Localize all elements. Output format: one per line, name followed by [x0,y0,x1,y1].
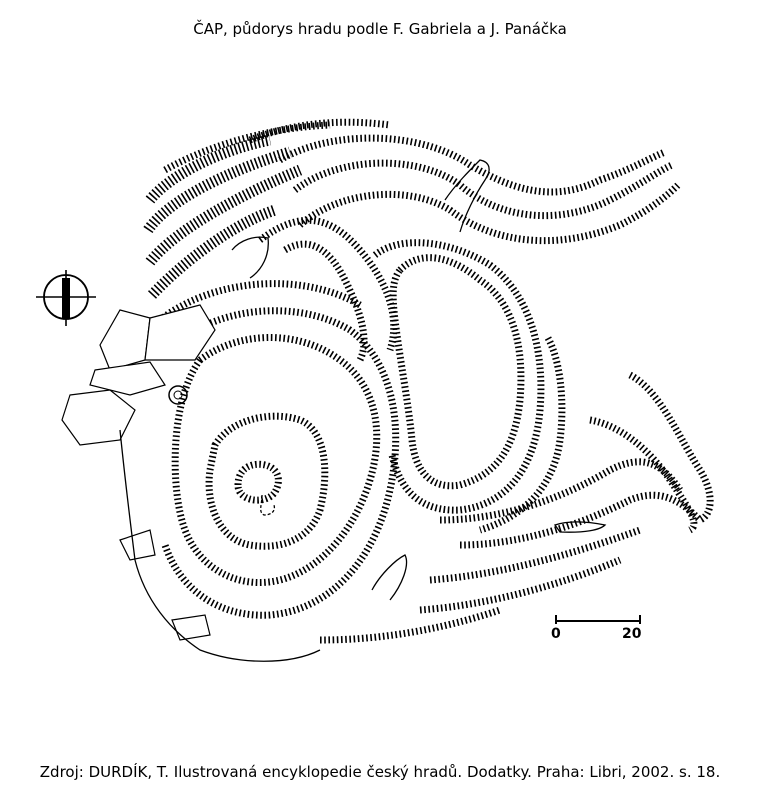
north-arrow-icon [36,270,96,326]
bailey-enclosure [375,243,562,530]
western-slope-hatching [148,122,390,295]
central-tower [238,464,278,515]
page-title: ČAP, půdorys hradu podle F. Gabriela a J. Panáčka [193,20,567,38]
source-citation: Zdroj: DURDÍK, T. Ilustrovaná encyklopedie český hradů. Dodatky. Praha: Libri, 2002. s. 18. [39,763,721,781]
scale-bar [551,615,642,642]
eastern-spur-contours [320,375,710,640]
scale-start-label: 0 [551,626,561,642]
scale-end-label: 20 [622,626,642,642]
